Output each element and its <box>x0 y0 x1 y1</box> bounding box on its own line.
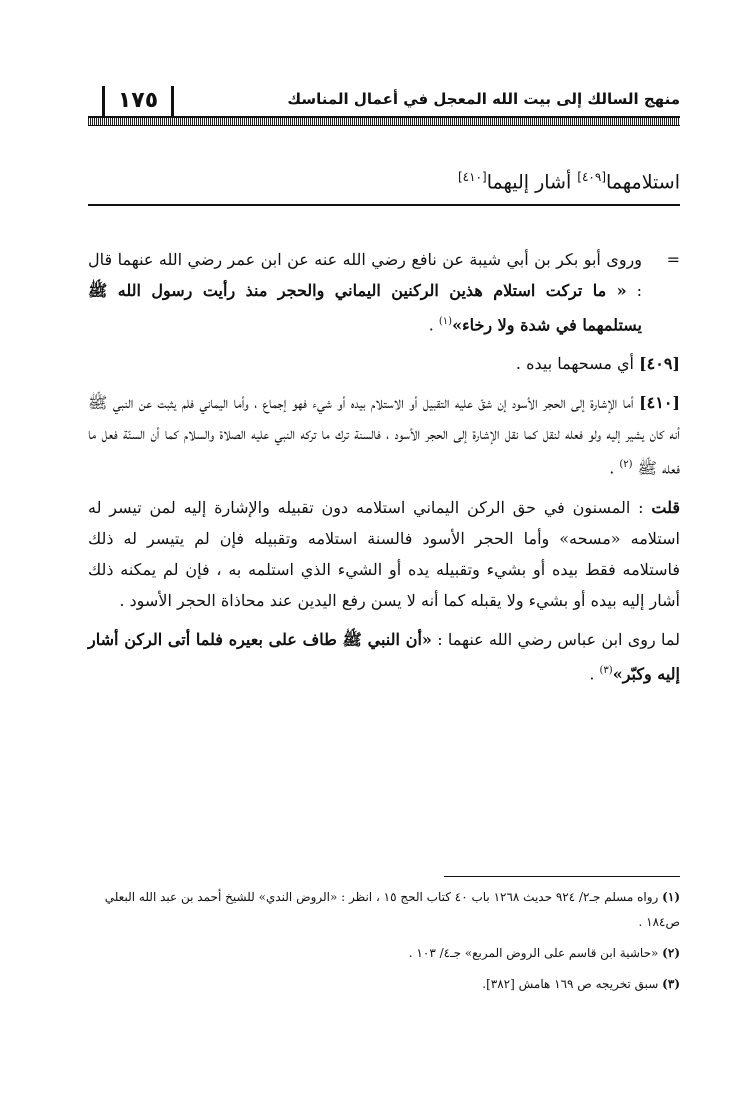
ibn-abbas-end: . <box>589 663 595 683</box>
footnote-ref-1: (١) <box>438 316 453 327</box>
footnote-1-number: (١) <box>662 890 680 904</box>
qult-text: : المسنون في حق الركن اليماني استلامه دون تقبيله والإشارة إليه لمن تيسر له استلامه «مسحه» وأما الحجر الأسود فالسنة استلامه وتقبيله فإن لم يتيسر له ذلك فاستلامه فقط بيده أو بشيء وتقبيله يده أو الشيء الذي استلمه به ، فإن لم يمكنه ذلك أشار إليه بيده أو بشيء ولا يقبله كما أنه لا يسن رفع اليدين عند محاذاة الحجر الأسود . <box>88 497 680 610</box>
footnote-3-number: (٣) <box>662 977 680 991</box>
footnotes <box>88 885 680 1003</box>
comment-410-text: أما الإشارة إلى الحجر الأسود إن شقّ عليه التقبيل أو الاستلام بيده أو شيء فهو إجماع ، وأما اليماني فلم يثبت عن النبي ﷺ أنه كان يشير إليه ولو فعله لنقل كما نقل الإشارة إلى الحجر الأسود ، فالسنة ترك ما تركه النبي عليه الصلاة والسلام كما أن السنّة فعل ما فعله ﷺ <box>88 393 680 478</box>
footnote-1-text: رواه مسلم جـ٢/ ٩٢٤ حديث ١٢٦٨ باب ٤٠ كتاب الحج ١٥ ، انظر : «الروض الندي» للشيخ أحمد بن عبد الله البعلي ص١٨٤ . <box>104 890 680 929</box>
footnote-2-number: (٢) <box>662 946 680 960</box>
paragraph-409 <box>88 348 680 379</box>
narration-quote: « ما تركت استلام هذين الركنين اليماني والحجر منذ رأيت رسول الله ﷺ يستلمهما في شدة ولا رخاء» <box>88 281 642 335</box>
running-title: منهج السالك إلى بيت الله المعجل في أعمال المناسك <box>287 90 680 108</box>
footnote-separator <box>444 876 680 877</box>
paragraph-narration <box>88 244 680 340</box>
comment-410-end: . <box>609 458 615 478</box>
matn-ref-409: [٤٠٩] <box>577 170 607 184</box>
paragraph-qult <box>88 492 680 616</box>
ibn-abbas-intro: لما روى ابن عباس رضي الله عنهما : <box>437 629 681 649</box>
footnote-ref-2: (٢) <box>619 459 633 471</box>
paragraph-410 <box>88 387 680 483</box>
commentary-body <box>88 244 680 697</box>
page-header <box>88 78 680 134</box>
comment-number-409: [٤٠٩] <box>639 354 680 374</box>
footnote-3 <box>88 972 680 997</box>
paragraph-ibn-abbas <box>88 624 680 689</box>
footnote-2-text: «حاشية ابن قاسم على الروض المربع» جـ٤/ ١٠٣ . <box>408 946 659 960</box>
matn-rule <box>88 204 680 206</box>
comment-number-410: [٤١٠] <box>639 393 680 413</box>
continuation-marker: = <box>666 250 680 269</box>
matn-text <box>458 170 680 193</box>
footnote-ref-3: (٣) <box>599 664 613 676</box>
footnote-3-text: سبق تخريجه ص ١٦٩ هامش [٣٨٢]. <box>482 977 659 991</box>
footnote-1 <box>88 885 680 935</box>
comment-409-text: أي مسحهما بيده . <box>515 354 634 374</box>
matn-word-2: أشار إليهما <box>486 171 572 194</box>
matn-ref-410: [٤١٠] <box>457 170 487 184</box>
narration-end: . <box>428 315 434 335</box>
qult-label: قلت <box>651 497 681 517</box>
matn-word-1: استلامهما <box>606 171 680 194</box>
matn-line <box>88 168 680 204</box>
footnote-2 <box>88 941 680 966</box>
ibn-abbas-quote: «أن النبي ﷺ طاف على بعيره فلما أتى الركن أشار إليه وكبّر» <box>88 629 680 683</box>
header-rule <box>88 116 680 126</box>
page-number: ١٧٥ <box>102 86 174 116</box>
narration-intro: وروى أبو بكر بن أبي شيبة عن نافع رضي الله عنه عن ابن عمر رضي الله عنهما قال : <box>88 250 643 300</box>
